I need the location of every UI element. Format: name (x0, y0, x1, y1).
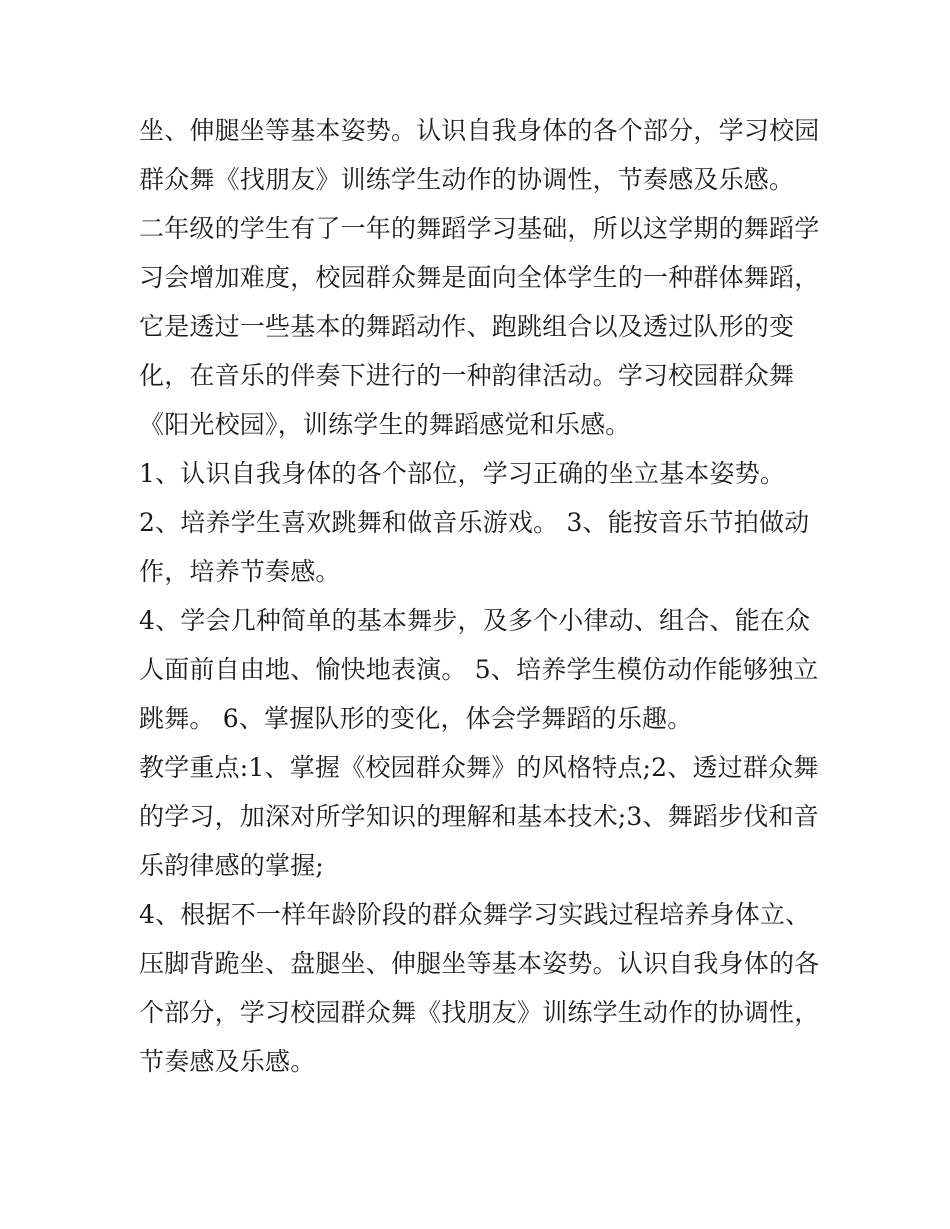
document-body (139, 106, 829, 1086)
paragraph-teaching-focus (139, 743, 829, 890)
text-line: 化，在音乐的伴奏下进行的一种韵律活动。学习校园群众舞 (139, 361, 795, 390)
text-line: 它是透过一些基本的舞蹈动作、跑跳组合以及透过队形的变 (139, 312, 795, 341)
list-item-goal-2-3 (139, 498, 829, 596)
text-line: 跳舞。 6、掌握队形的变化，体会学舞蹈的乐趣。 (139, 704, 693, 733)
paragraph-focus-4 (139, 890, 829, 1086)
text-line: 《阳光校园》，训练学生的舞蹈感觉和乐感。 (139, 410, 631, 439)
text-line: 作，培养节奏感。 (139, 557, 341, 586)
text-line: 习会增加难度，校园群众舞是面向全体学生的一种群体舞蹈， (139, 263, 820, 292)
text-line: 4、根据不一样年龄阶段的群众舞学习实践过程培养身体立、 (139, 900, 811, 929)
list-item-goal-4-6 (139, 596, 829, 743)
list-item-goal-1 (139, 449, 829, 498)
text-line: 人面前自由地、愉快地表演。 5、培养学生模仿动作能够独立 (139, 655, 819, 684)
text-line: 二年级的学生有了一年的舞蹈学习基础，所以这学期的舞蹈学 (139, 214, 820, 243)
text-line: 1、认识自我身体的各个部位，学习正确的坐立基本姿势。 (139, 459, 786, 488)
text-line: 2、培养学生喜欢跳舞和做音乐游戏。 3、能按音乐节拍做动 (139, 508, 810, 537)
text-line: 的学习，加深对所学知识的理解和基本技术;3、舞蹈步伐和音 (139, 802, 819, 831)
paragraph-grade-two (139, 204, 829, 449)
text-line: 4、学会几种简单的基本舞步，及多个小律动、组合、能在众 (139, 606, 811, 635)
text-line: 个部分，学习校园群众舞《找朋友》训练学生动作的协调性， (139, 998, 820, 1027)
paragraph-intro (139, 106, 829, 204)
text-line: 群众舞《找朋友》训练学生动作的协调性，节奏感及乐感。 (139, 165, 795, 194)
text-line: 乐韵律感的掌握; (139, 851, 325, 880)
text-line: 压脚背跪坐、盘腿坐、伸腿坐等基本姿势。认识自我身体的各 (139, 949, 820, 978)
text-line: 节奏感及乐感。 (139, 1047, 316, 1076)
text-line: 坐、伸腿坐等基本姿势。认识自我身体的各个部分，学习校园 (139, 116, 820, 145)
text-line: 教学重点:1、掌握《校园群众舞》的风格特点;2、透过群众舞 (139, 753, 819, 782)
